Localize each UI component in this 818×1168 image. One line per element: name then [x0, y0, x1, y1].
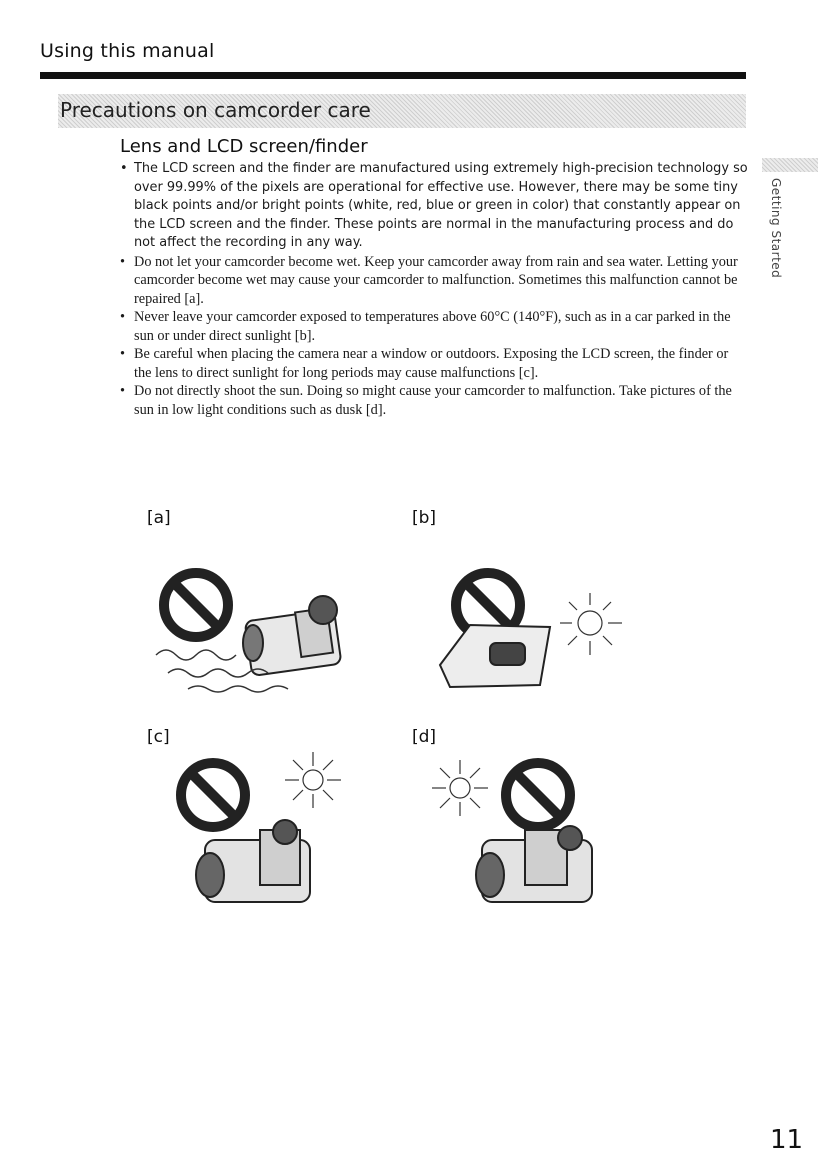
figure-label-d: [d]	[412, 727, 437, 747]
figure-label-c: [c]	[147, 727, 170, 747]
page-number: 11	[770, 1125, 804, 1155]
side-tab-band	[762, 158, 818, 172]
prohibition-icon	[164, 573, 228, 637]
list-item: • The LCD screen and the finder are manufactured using extremely high-precision technology so over 99.99% of the pixels are operational for effective use. However, there may be some tiny black points and/or bright points (white, red, blue or green in color) that constantly appear on the LCD screen and the finder. These points are normal in the manufacturing process and do not affect the recording in any way.	[118, 160, 748, 253]
camcorder-icon	[476, 826, 592, 902]
illustration-camcorder-water	[148, 555, 373, 705]
illustration-car-sun	[420, 555, 640, 705]
side-tab-label: Getting Started	[769, 178, 783, 279]
figure-label-a: [a]	[147, 508, 171, 528]
list-item: • Be careful when placing the camera near a window or outdoors. Exposing the LCD screen, the finder or the lens to direct sunlight for long periods may cause malfunctions [c].	[118, 345, 748, 382]
car-window-icon	[440, 625, 550, 687]
illustration-camcorder-window	[165, 740, 375, 930]
prohibition-icon	[181, 763, 245, 827]
sun-icon	[560, 593, 622, 655]
section-title: Precautions on camcorder care	[60, 98, 371, 122]
sun-icon	[432, 760, 488, 816]
list-item: • Never leave your camcorder exposed to temperatures above 60°C (140°F), such as in a car parked in the sun or under direct sunlight [b].	[118, 308, 748, 345]
camcorder-icon	[243, 596, 341, 676]
illustration-camcorder-sun	[420, 740, 630, 930]
subsection-title: Lens and LCD screen/finder	[120, 136, 368, 157]
prohibition-icon	[506, 763, 570, 827]
running-header: Using this manual	[40, 40, 215, 62]
list-item: • Do not let your camcorder become wet. Keep your camcorder away from rain and sea water. Letting your camcorder become wet may cause your camcorder to malfunction. Sometimes this malfunction cannot be repaired [a].	[118, 253, 748, 309]
figure-label-b: [b]	[412, 508, 437, 528]
list-item: • Do not directly shoot the sun. Doing so might cause your camcorder to malfunction. Take pictures of the sun in low light conditions such as dusk [d].	[118, 382, 748, 419]
camcorder-icon	[196, 820, 310, 902]
header-rule	[40, 72, 746, 79]
sun-icon	[285, 752, 341, 808]
precaution-list	[118, 160, 748, 419]
